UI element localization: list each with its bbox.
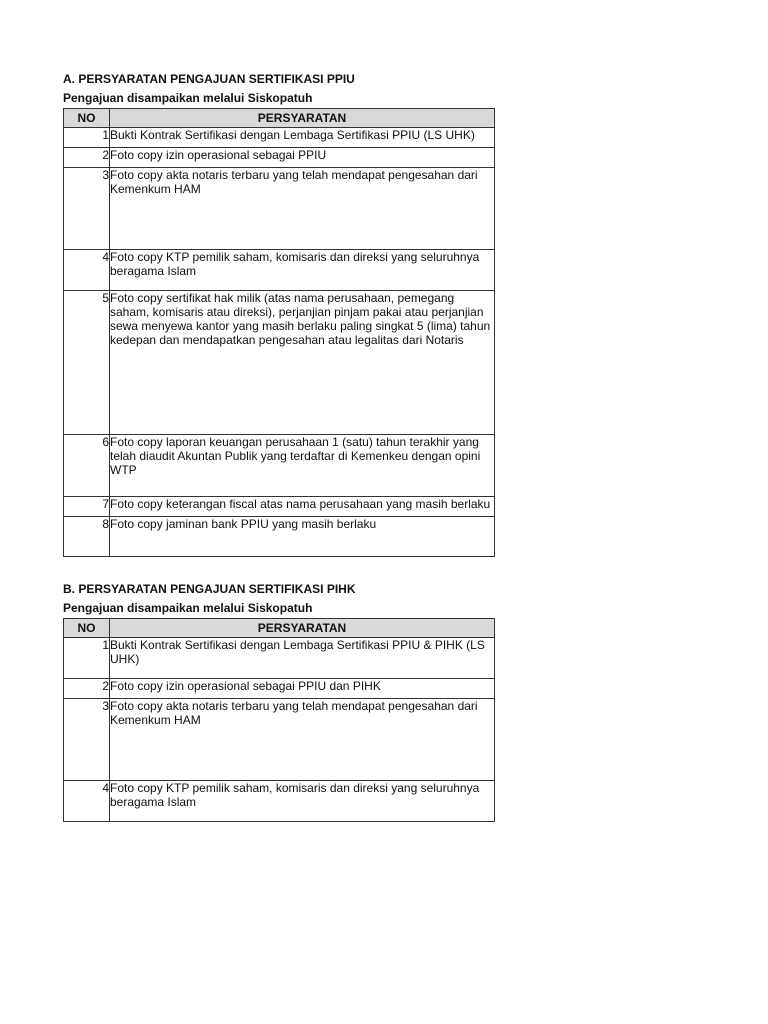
row-requirement: Foto copy KTP pemilik saham, komisaris dan direksi yang seluruhnya beragama Islam bbox=[110, 250, 495, 291]
table-row bbox=[64, 148, 495, 168]
header-persyaratan: PERSYARATAN bbox=[110, 109, 495, 128]
row-number: 6 bbox=[64, 435, 110, 497]
table-row bbox=[64, 435, 495, 497]
row-number: 5 bbox=[64, 291, 110, 435]
section-a bbox=[63, 70, 494, 557]
header-no: NO bbox=[64, 619, 110, 638]
row-requirement-text: Foto copy keterangan fiscal atas nama perusahaan yang masih berlaku bbox=[110, 497, 491, 511]
section-b-table bbox=[63, 618, 495, 822]
table-row bbox=[64, 168, 495, 250]
section-a-subtitle: Pengajuan disampaikan melalui Siskopatuh bbox=[63, 91, 313, 105]
table-row bbox=[64, 517, 495, 557]
row-number: 8 bbox=[64, 517, 110, 557]
row-number: 2 bbox=[64, 679, 110, 699]
section-b-subtitle: Pengajuan disampaikan melalui Siskopatuh bbox=[63, 601, 313, 615]
row-requirement: Bukti Kontrak Sertifikasi dengan Lembaga Sertifikasi PPIU & PIHK (LS UHK) bbox=[110, 638, 495, 679]
row-requirement: Foto copy akta notaris terbaru yang telah mendapat pengesahan dari Kemenkum HAM bbox=[110, 699, 495, 781]
table-row bbox=[64, 250, 495, 291]
row-requirement: Foto copy akta notaris terbaru yang telah mendapat pengesahan dari Kemenkum HAM bbox=[110, 168, 495, 250]
section-b bbox=[63, 580, 494, 822]
row-number: 3 bbox=[64, 168, 110, 250]
section-a-table bbox=[63, 108, 495, 557]
table-row bbox=[64, 638, 495, 679]
row-requirement: Bukti Kontrak Sertifikasi dengan Lembaga Sertifikasi PPIU (LS UHK) bbox=[110, 128, 495, 148]
table-row bbox=[64, 699, 495, 781]
table-row bbox=[64, 781, 495, 822]
row-number: 1 bbox=[64, 638, 110, 679]
row-number: 7 bbox=[64, 497, 110, 517]
row-requirement: Foto copy jaminan bank PPIU yang masih berlaku bbox=[110, 517, 495, 557]
table-header-row bbox=[64, 109, 495, 128]
table-row bbox=[64, 128, 495, 148]
row-requirement: Foto copy izin operasional sebagai PPIU dan PIHK bbox=[110, 679, 495, 699]
row-requirement: Foto copy KTP pemilik saham, komisaris dan direksi yang seluruhnya beragama Islam bbox=[110, 781, 495, 822]
row-number: 3 bbox=[64, 699, 110, 781]
section-b-title: B. PERSYARATAN PENGAJUAN SERTIFIKASI PIHK bbox=[63, 582, 356, 596]
row-number: 2 bbox=[64, 148, 110, 168]
table-header-row bbox=[64, 619, 495, 638]
row-requirement: Foto copy sertifikat hak milik (atas nama perusahaan, pemegang saham, komisaris atau direksi), perjanjian pinjam pakai atau perjanjian sewa menyewa kantor yang masih berlaku paling singkat 5 (lima) tahun kedepan dan mendapatkan pengesahan atau legalitas dari Notaris bbox=[110, 291, 495, 435]
table-row bbox=[64, 497, 495, 517]
row-number: 4 bbox=[64, 250, 110, 291]
table-row bbox=[64, 679, 495, 699]
header-no: NO bbox=[64, 109, 110, 128]
section-a-title: A. PERSYARATAN PENGAJUAN SERTIFIKASI PPIU bbox=[63, 72, 355, 86]
row-number: 4 bbox=[64, 781, 110, 822]
row-requirement bbox=[110, 497, 495, 517]
row-requirement: Foto copy izin operasional sebagai PPIU bbox=[110, 148, 495, 168]
table-row bbox=[64, 291, 495, 435]
row-number: 1 bbox=[64, 128, 110, 148]
row-requirement: Foto copy laporan keuangan perusahaan 1 (satu) tahun terakhir yang telah diaudit Akuntan Publik yang terdaftar di Kemenkeu dengan opini WTP bbox=[110, 435, 495, 497]
header-persyaratan: PERSYARATAN bbox=[110, 619, 495, 638]
